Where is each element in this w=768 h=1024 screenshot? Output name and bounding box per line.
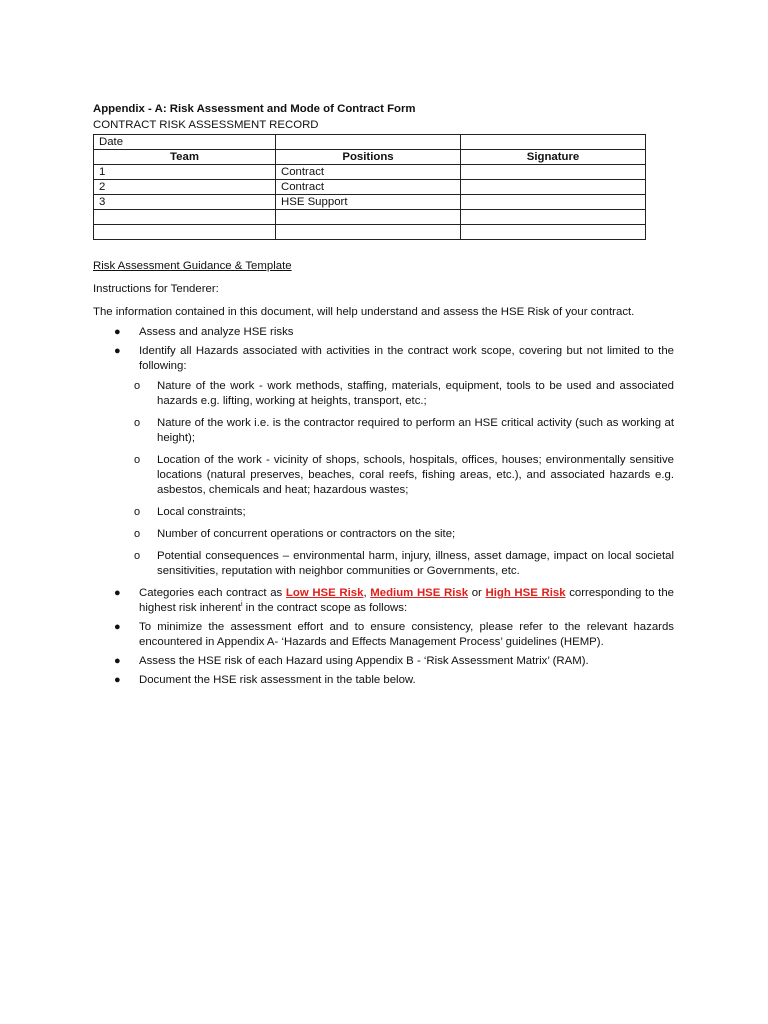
list-item [93,654,674,669]
position-cell: HSE Support [276,195,461,210]
team-cell: 2 [94,180,276,195]
bullet-icon: ● [114,621,121,633]
sub-list-item [134,527,674,542]
medium-risk-label: Medium HSE Risk [370,587,469,599]
sub-list-item [134,379,674,409]
list-item-text-before: Categories each contract as [139,587,286,599]
circle-bullet-icon: o [134,454,141,466]
low-risk-label: Low HSE Risk [285,587,364,599]
table-row [94,165,646,180]
sub-list-item [134,549,674,579]
table-row [94,210,646,225]
sub-list-item-text: Local constraints; [157,506,246,518]
guidance-heading: Risk Assessment Guidance & Template [93,260,292,272]
table-row [94,195,646,210]
list-item [93,673,674,688]
appendix-title: Appendix - A: Risk Assessment and Mode of Contract Form [93,103,416,115]
sub-list-item [134,416,674,446]
signature-cell [461,180,646,195]
separator-text: or [468,587,486,599]
record-title: CONTRACT RISK ASSESSMENT RECORD [93,119,319,131]
table-row [94,225,646,240]
date-row [94,135,646,150]
bullet-icon: ● [114,326,121,338]
bullet-icon: ● [114,674,121,686]
signature-cell [461,210,646,225]
position-cell: Contract [276,165,461,180]
guidance-list [93,325,674,688]
list-item-text-mid: corresponding to the highest risk inherent [139,587,675,614]
list-item-text: Assess the HSE risk of each Hazard using Appendix B - ‘Risk Assessment Matrix’ (RAM). [139,655,589,667]
table-row [94,180,646,195]
list-item-text: Identify all Hazards associated with activities in the contract work scope, covering but not limited to the following: [139,345,674,372]
date-label-cell: Date [94,135,276,150]
list-item [93,344,674,579]
position-cell: Contract [276,180,461,195]
signature-cell [461,195,646,210]
bullet-icon: ● [114,655,121,667]
sub-list-item [134,505,674,520]
instructions-label: Instructions for Tenderer: [93,283,219,295]
list-item-text: To minimize the assessment effort and to ensure consistency, please refer to the relevant hazards encountered in Appendix A- ‘Hazards and Effects Management Process’ guidelines (HEMP). [139,621,674,648]
position-cell [276,225,461,240]
sub-list-item-text: Number of concurrent operations or contractors on the site; [157,528,456,540]
sub-list-item-text: Nature of the work i.e. is the contractor required to perform an HSE critical activity (such as working at height); [157,417,674,444]
hazard-sublist [134,379,674,579]
sub-list-item-text: Location of the work - vicinity of shops, schools, hospitals, offices, houses; environmentally sensitive locations (natural preserves, beaches, coral reefs, fishing areas, etc.), and associated hazards e.g. asbestos, chemicals and heat; hazardous wastes; [157,454,674,496]
sub-list-item-text: Nature of the work - work methods, staffing, materials, equipment, tools to be used and associated hazards e.g. lifting, working at heights, transport, etc.; [157,380,674,407]
footnote-marker: i [240,601,243,609]
circle-bullet-icon: o [134,550,141,562]
separator-text: , [363,587,371,599]
high-risk-label: High HSE Risk [485,587,566,599]
team-cell [94,225,276,240]
team-cell: 1 [94,165,276,180]
circle-bullet-icon: o [134,506,141,518]
intro-paragraph: The information contained in this document, will help understand and assess the HSE Risk of your contract. [93,306,635,318]
list-item [93,325,674,340]
team-cell [94,210,276,225]
document-content [93,100,674,692]
column-header-team: Team [94,150,276,165]
list-item-text: Document the HSE risk assessment in the table below. [139,674,416,686]
sub-list-item [134,453,674,498]
circle-bullet-icon: o [134,380,141,392]
column-header-signature: Signature [461,150,646,165]
circle-bullet-icon: o [134,417,141,429]
position-cell [276,210,461,225]
contract-risk-record-table [93,134,646,240]
date-value-cell [276,135,461,150]
signature-cell [461,225,646,240]
bullet-icon: ● [114,345,121,357]
bullet-icon: ● [114,587,121,599]
column-header-positions: Positions [276,150,461,165]
table-header-row [94,150,646,165]
date-extra-cell [461,135,646,150]
team-cell: 3 [94,195,276,210]
list-item [93,620,674,650]
list-item-text: Assess and analyze HSE risks [139,326,294,338]
circle-bullet-icon: o [134,528,141,540]
signature-cell [461,165,646,180]
list-item-text-after: in the contract scope as follows: [242,602,408,614]
sub-list-item-text: Potential consequences – environmental harm, injury, illness, asset damage, impact on local societal sensitivities, reputation with neighbor communities or Governments, etc. [157,550,674,577]
list-item [93,586,674,616]
